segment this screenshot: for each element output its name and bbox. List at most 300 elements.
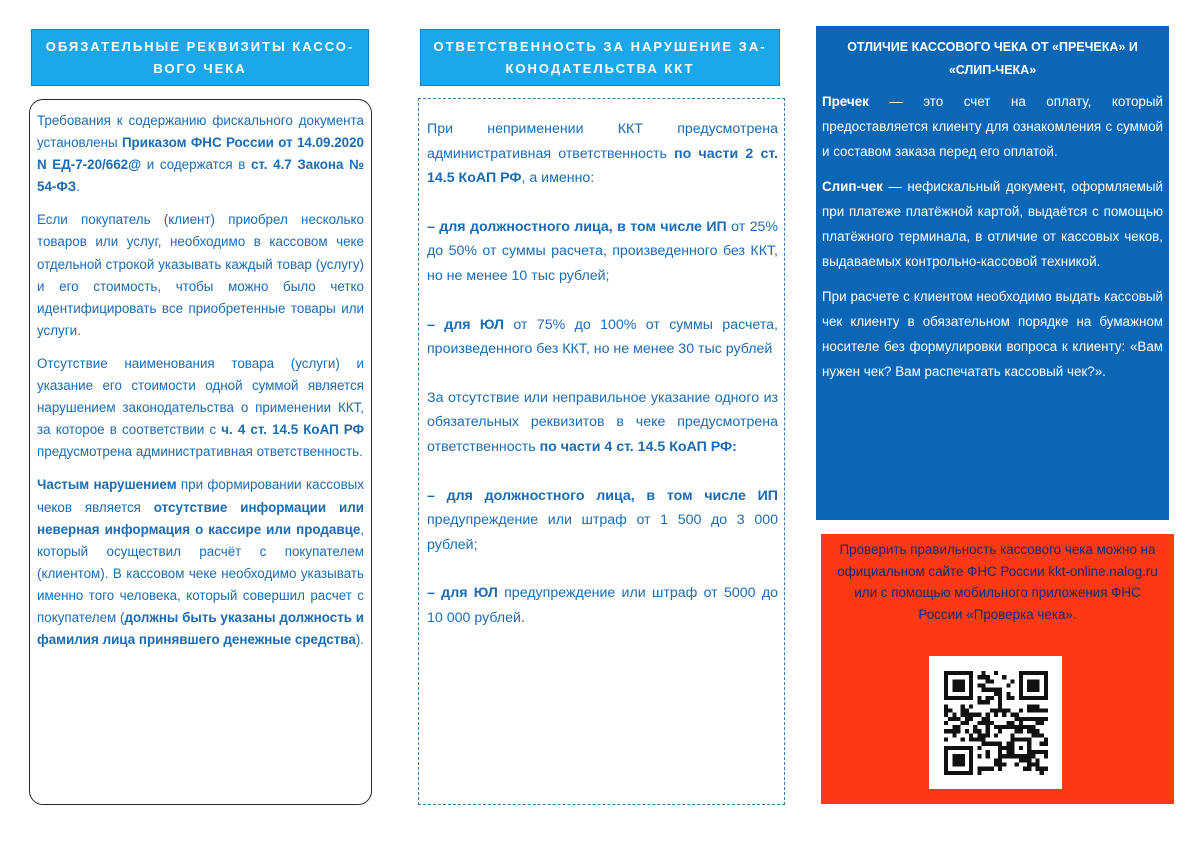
- qr-module: [944, 671, 948, 675]
- qr-module: [1043, 675, 1047, 679]
- qr-module: [1002, 762, 1006, 766]
- qr-module: [1035, 671, 1039, 675]
- qr-module: [1043, 671, 1047, 675]
- qr-module: [1018, 754, 1022, 758]
- qr-module: [964, 720, 968, 724]
- qr-module: [993, 708, 997, 712]
- qr-module: [944, 708, 948, 712]
- qr-module: [1006, 683, 1010, 687]
- qr-module: [1035, 683, 1039, 687]
- qr-module: [944, 737, 948, 741]
- qr-module: [1031, 671, 1035, 675]
- qr-module: [960, 704, 964, 708]
- qr-module: [956, 725, 960, 729]
- qr-module: [1043, 741, 1047, 745]
- qr-module: [948, 708, 952, 712]
- qr-module: [1010, 695, 1014, 699]
- qr-module: [1039, 741, 1043, 745]
- qr-module: [1035, 750, 1039, 754]
- emphasis: – для должностного лица, в том числе ИП: [427, 218, 727, 235]
- qr-module: [985, 679, 989, 683]
- qr-module: [1035, 679, 1039, 683]
- qr-module: [1031, 762, 1035, 766]
- qr-module: [952, 712, 956, 716]
- qr-module: [960, 708, 964, 712]
- qr-module: [1010, 725, 1014, 729]
- emphasis: – для ЮЛ: [427, 585, 498, 602]
- qr-module: [952, 733, 956, 737]
- qr-module: [956, 671, 960, 675]
- qr-module: [1018, 675, 1022, 679]
- qr-module: [1018, 737, 1022, 741]
- qr-module: [1023, 671, 1027, 675]
- qr-module: [1043, 708, 1047, 712]
- qr-module: [1006, 754, 1010, 758]
- qr-module: [993, 687, 997, 691]
- qr-module: [993, 762, 997, 766]
- col2-paragraph-3: [427, 313, 778, 362]
- qr-module: [944, 745, 948, 749]
- qr-module: [993, 712, 997, 716]
- qr-module: [985, 750, 989, 754]
- qr-module: [977, 683, 981, 687]
- col2-title: ОТВЕТСТВЕННОСТЬ ЗА НАРУШЕНИЕ ЗА-КОНОДАТЕЛЬСТВА ККТ: [433, 38, 767, 76]
- qr-module: [1014, 712, 1018, 716]
- qr-module: [1031, 725, 1035, 729]
- qr-module: [1027, 729, 1031, 733]
- qr-module: [998, 691, 1002, 695]
- qr-module: [968, 675, 972, 679]
- qr-module: [998, 762, 1002, 766]
- qr-module: [1039, 720, 1043, 724]
- qr-module: [944, 770, 948, 774]
- qr-module: [1023, 695, 1027, 699]
- qr-module: [1031, 708, 1035, 712]
- col3-info-box: [816, 26, 1169, 520]
- qr-module: [944, 683, 948, 687]
- qr-module: [981, 683, 985, 687]
- qr-module: [1027, 695, 1031, 699]
- qr-module: [968, 716, 972, 720]
- qr-module: [1035, 733, 1039, 737]
- qr-module: [998, 704, 1002, 708]
- qr-module: [1010, 679, 1014, 683]
- qr-module: [968, 754, 972, 758]
- qr-module: [1031, 754, 1035, 758]
- qr-module: [998, 754, 1002, 758]
- qr-module: [1035, 716, 1039, 720]
- emphasis: – для должностного лица, в том числе ИП: [427, 487, 778, 504]
- qr-module: [1014, 762, 1018, 766]
- qr-module: [998, 725, 1002, 729]
- text: , который осуществил расчёт с покупателем (клиентом). В кассовом чеке необходимо указывать именно того человека, который совершил расчет с покупателем (: [37, 521, 364, 625]
- qr-module: [993, 691, 997, 695]
- qr-module: [985, 700, 989, 704]
- qr-module: [1018, 695, 1022, 699]
- qr-module: [952, 762, 956, 766]
- qr-module: [977, 754, 981, 758]
- text: — нефискальный документ, оформляемый при платеже платёжной картой, выдаётся с помощью платёжного терминала, в отличие от кассовых чеков, выдаваемых контрольно-кассовой техникой.: [822, 179, 1163, 269]
- qr-module: [952, 725, 956, 729]
- qr-module: [952, 671, 956, 675]
- qr-module: [998, 700, 1002, 704]
- order-ref: Приказом ФНС России от 14.09.2020 N ЕД-7-20/662@: [37, 135, 364, 173]
- col2-paragraph-1: [427, 117, 778, 191]
- qr-module: [944, 695, 948, 699]
- qr-code-icon: [944, 671, 1048, 775]
- qr-module: [989, 708, 993, 712]
- qr-module: [964, 770, 968, 774]
- qr-module: [944, 691, 948, 695]
- text: Отсутствие наименования товара (услуги) и указание его стоимости одной суммой является нарушением законодательства о применении ККТ, за которое в соответствии с: [37, 355, 364, 438]
- qr-module: [1018, 716, 1022, 720]
- emphasis: должны быть указаны должность и фамилия лица принявшего денежные средства: [37, 609, 364, 648]
- qr-module: [1043, 679, 1047, 683]
- qr-module: [998, 741, 1002, 745]
- qr-module: [1035, 766, 1039, 770]
- qr-module: [956, 770, 960, 774]
- qr-module: [993, 733, 997, 737]
- qr-module: [944, 762, 948, 766]
- qr-module: [1002, 745, 1006, 749]
- qr-module: [944, 758, 948, 762]
- law-ref: ст. 4.7 Закона № 54-ФЗ: [37, 157, 364, 195]
- qr-module: [1018, 729, 1022, 733]
- qr-module: [1018, 687, 1022, 691]
- qr-module: [960, 720, 964, 724]
- col3-paragraph-1: [822, 89, 1163, 164]
- col1-paragraph-2: Если покупатель (клиент) приобрел несколько товаров или услуг, необходимо в кассовом чеке отдельной строкой указывать каждый товар (услугу) и его стоимость, чтобы можно было четко идентифицировать все приобретенные товары или услуги.: [37, 212, 364, 338]
- qr-module: [985, 687, 989, 691]
- qr-module: [952, 729, 956, 733]
- qr-module: [1031, 729, 1035, 733]
- qr-module: [1018, 691, 1022, 695]
- qr-module: [1010, 750, 1014, 754]
- col2-paragraph-5: [427, 484, 778, 558]
- qr-module: [1027, 766, 1031, 770]
- qr-module: [956, 687, 960, 691]
- qr-module: [944, 729, 948, 733]
- qr-module: [989, 766, 993, 770]
- qr-module: [968, 733, 972, 737]
- qr-module: [998, 750, 1002, 754]
- qr-module: [956, 716, 960, 720]
- col2-paragraph-6: [427, 581, 778, 630]
- law-ref: по части 4 ст. 14.5 КоАП РФ:: [539, 438, 737, 455]
- qr-module: [956, 683, 960, 687]
- col3-paragraph-3: При расчете с клиентом необходимо выдать кассовый чек клиенту в обязательном порядке на бумажном носителе без формулировки вопроса к клиенту: «Вам нужен чек? Вам распечатать кассовый чек?».: [822, 289, 1163, 379]
- qr-module: [1027, 750, 1031, 754]
- qr-module: [960, 754, 964, 758]
- qr-module: [1027, 671, 1031, 675]
- col2-paragraph-2: [427, 215, 778, 289]
- qr-module: [948, 770, 952, 774]
- qr-module: [1031, 683, 1035, 687]
- qr-module: [956, 754, 960, 758]
- qr-module: [1018, 745, 1022, 749]
- qr-module: [952, 716, 956, 720]
- qr-module: [998, 708, 1002, 712]
- qr-module: [1043, 750, 1047, 754]
- qr-module: [944, 704, 948, 708]
- qr-module: [977, 712, 981, 716]
- qr-module: [968, 704, 972, 708]
- law-ref: по части 2 ст. 14.5 КоАП РФ: [427, 145, 779, 187]
- qr-module: [985, 720, 989, 724]
- qr-module: [973, 737, 977, 741]
- qr-module: [1035, 729, 1039, 733]
- qr-module: [1043, 683, 1047, 687]
- qr-module: [1006, 725, 1010, 729]
- qr-module: [964, 695, 968, 699]
- qr-module: [944, 679, 948, 683]
- qr-module: [1039, 716, 1043, 720]
- qr-module: [1035, 704, 1039, 708]
- qr-module: [985, 716, 989, 720]
- qr-module: [973, 725, 977, 729]
- qr-module: [1043, 754, 1047, 758]
- qr-module: [968, 758, 972, 762]
- qr-module: [1006, 745, 1010, 749]
- qr-module: [977, 720, 981, 724]
- qr-module: [968, 750, 972, 754]
- qr-module: [968, 762, 972, 766]
- col3-title: ОТЛИЧИЕ КАССОВОГО ЧЕКА ОТ «ПРЕЧЕКА» И «СЛИП-ЧЕКА»: [847, 40, 1138, 77]
- qr-module: [985, 725, 989, 729]
- qr-module: [948, 671, 952, 675]
- qr-module: [1039, 770, 1043, 774]
- qr-module: [1006, 750, 1010, 754]
- qr-module: [952, 754, 956, 758]
- qr-module: [977, 695, 981, 699]
- qr-module: [977, 766, 981, 770]
- col3-paragraph-2: [822, 174, 1163, 274]
- qr-module: [968, 745, 972, 749]
- qr-module: [960, 737, 964, 741]
- qr-module: [944, 750, 948, 754]
- text: , а именно:: [521, 170, 595, 187]
- qr-module: [998, 729, 1002, 733]
- qr-module: [1014, 754, 1018, 758]
- text: — это счет на оплату, который предоставляется клиенту для ознакомления с суммой и составом заказа перед его оплатой.: [822, 94, 1163, 159]
- qr-module: [993, 725, 997, 729]
- text: от 75% до 100% от суммы расчета, произведенного без ККТ, но не менее 30 тыс рублей: [427, 316, 778, 358]
- qr-module: [944, 712, 948, 716]
- col2-paragraph-4: [427, 386, 778, 460]
- qr-module: [964, 671, 968, 675]
- qr-module: [1002, 725, 1006, 729]
- text: предупреждение или штраф от 1 500 до 3 000 рублей;: [427, 512, 778, 553]
- qr-module: [998, 745, 1002, 749]
- qr-module: [1035, 687, 1039, 691]
- qr-module: [952, 745, 956, 749]
- qr-module: [952, 683, 956, 687]
- qr-module: [993, 758, 997, 762]
- qr-module: [1027, 762, 1031, 766]
- qr-module: [1031, 679, 1035, 683]
- qr-module: [1039, 695, 1043, 699]
- qr-module: [981, 700, 985, 704]
- qr-module: [1023, 754, 1027, 758]
- qr-module: [960, 695, 964, 699]
- qr-module: [1039, 733, 1043, 737]
- qr-module: [1039, 671, 1043, 675]
- col2-box: [418, 98, 785, 805]
- qr-module: [1039, 708, 1043, 712]
- qr-module: [952, 695, 956, 699]
- check-text: Проверить правильность кассового чека можно на официальном сайте ФНС России kkt-online.nalog.ru или с помощью мобильного приложения ФНС России «Проверка чека».: [837, 542, 1158, 622]
- qr-module: [989, 720, 993, 724]
- text: от 25% до 50% от суммы расчета, произведенного без ККТ, но не менее 10 тыс рублей;: [427, 218, 778, 284]
- qr-module: [1006, 695, 1010, 699]
- qr-module: [1027, 745, 1031, 749]
- qr-module: [1010, 737, 1014, 741]
- qr-module: [964, 708, 968, 712]
- qr-module: [1043, 737, 1047, 741]
- qr-module: [948, 716, 952, 720]
- qr-module: [1010, 754, 1014, 758]
- qr-module: [993, 741, 997, 745]
- qr-module: [956, 695, 960, 699]
- qr-module: [956, 762, 960, 766]
- qr-module: [1027, 737, 1031, 741]
- qr-module: [1002, 675, 1006, 679]
- qr-module: [956, 729, 960, 733]
- qr-module: [968, 683, 972, 687]
- qr-module: [944, 766, 948, 770]
- qr-module: [973, 729, 977, 733]
- qr-module: [1023, 737, 1027, 741]
- check-box: [821, 534, 1174, 804]
- qr-module: [985, 733, 989, 737]
- qr-module: [1018, 720, 1022, 724]
- qr-module: [998, 758, 1002, 762]
- qr-module: [948, 729, 952, 733]
- qr-module: [1006, 741, 1010, 745]
- qr-module: [1031, 716, 1035, 720]
- qr-module: [956, 758, 960, 762]
- qr-module: [968, 712, 972, 716]
- qr-module: [1018, 708, 1022, 712]
- qr-module: [985, 675, 989, 679]
- qr-module: [1027, 758, 1031, 762]
- qr-module: [964, 712, 968, 716]
- qr-module: [1014, 725, 1018, 729]
- qr-module: [952, 758, 956, 762]
- qr-module: [977, 745, 981, 749]
- qr-module: [998, 766, 1002, 770]
- qr-module: [989, 695, 993, 699]
- qr-module: [1027, 708, 1031, 712]
- qr-module: [981, 737, 985, 741]
- text: и содержатся в: [141, 157, 251, 173]
- qr-code: [929, 656, 1062, 789]
- qr-module: [944, 720, 948, 724]
- qr-module: [968, 766, 972, 770]
- qr-module: [1006, 720, 1010, 724]
- qr-module: [960, 758, 964, 762]
- qr-module: [1027, 704, 1031, 708]
- qr-module: [1035, 758, 1039, 762]
- qr-module: [1031, 704, 1035, 708]
- qr-module: [977, 729, 981, 733]
- qr-module: [1002, 754, 1006, 758]
- qr-module: [1039, 766, 1043, 770]
- qr-module: [1027, 683, 1031, 687]
- qr-module: [985, 712, 989, 716]
- qr-module: [981, 671, 985, 675]
- qr-module: [968, 679, 972, 683]
- qr-module: [1027, 679, 1031, 683]
- qr-module: [960, 712, 964, 716]
- qr-module: [1002, 712, 1006, 716]
- text: при формировании кассовых чеков является: [37, 477, 364, 515]
- qr-module: [960, 679, 964, 683]
- qr-module: [1035, 762, 1039, 766]
- qr-module: [989, 687, 993, 691]
- qr-module: [977, 733, 981, 737]
- qr-module: [1023, 758, 1027, 762]
- col1-header: [31, 29, 369, 86]
- qr-module: [981, 741, 985, 745]
- qr-module: [1035, 708, 1039, 712]
- qr-module: [1010, 720, 1014, 724]
- col1-box: [29, 99, 372, 805]
- qr-module: [985, 754, 989, 758]
- text: предусмотрена административная ответственность.: [37, 444, 363, 460]
- qr-module: [956, 679, 960, 683]
- col2-header: [420, 29, 780, 86]
- qr-module: [1031, 733, 1035, 737]
- qr-module: [993, 671, 997, 675]
- qr-module: [960, 687, 964, 691]
- qr-module: [964, 729, 968, 733]
- qr-module: [1043, 766, 1047, 770]
- qr-module: [960, 770, 964, 774]
- qr-module: [977, 700, 981, 704]
- emphasis: отсутствие информации или неверная информация о кассире или продавце: [37, 499, 364, 537]
- qr-module: [968, 770, 972, 774]
- qr-module: [985, 695, 989, 699]
- col1-paragraph-4: [37, 474, 364, 651]
- qr-module: [985, 766, 989, 770]
- qr-module: [944, 687, 948, 691]
- qr-module: [1002, 708, 1006, 712]
- qr-module: [1027, 754, 1031, 758]
- qr-module: [948, 695, 952, 699]
- qr-module: [944, 675, 948, 679]
- qr-module: [1031, 687, 1035, 691]
- qr-module: [977, 675, 981, 679]
- qr-module: [952, 770, 956, 774]
- qr-module: [1035, 720, 1039, 724]
- qr-module: [1035, 695, 1039, 699]
- text: За отсутствие или неправильное указание одного из обязательных реквизитов в чеке предусмотрена ответственность: [427, 389, 778, 455]
- qr-module: [1010, 741, 1014, 745]
- qr-module: [981, 716, 985, 720]
- qr-module: [968, 671, 972, 675]
- qr-module: [968, 691, 972, 695]
- qr-module: [977, 737, 981, 741]
- qr-module: [1023, 725, 1027, 729]
- qr-module: [981, 675, 985, 679]
- qr-module: [1043, 687, 1047, 691]
- qr-module: [1027, 741, 1031, 745]
- qr-module: [1014, 737, 1018, 741]
- qr-module: [981, 720, 985, 724]
- qr-module: [981, 733, 985, 737]
- qr-module: [973, 712, 977, 716]
